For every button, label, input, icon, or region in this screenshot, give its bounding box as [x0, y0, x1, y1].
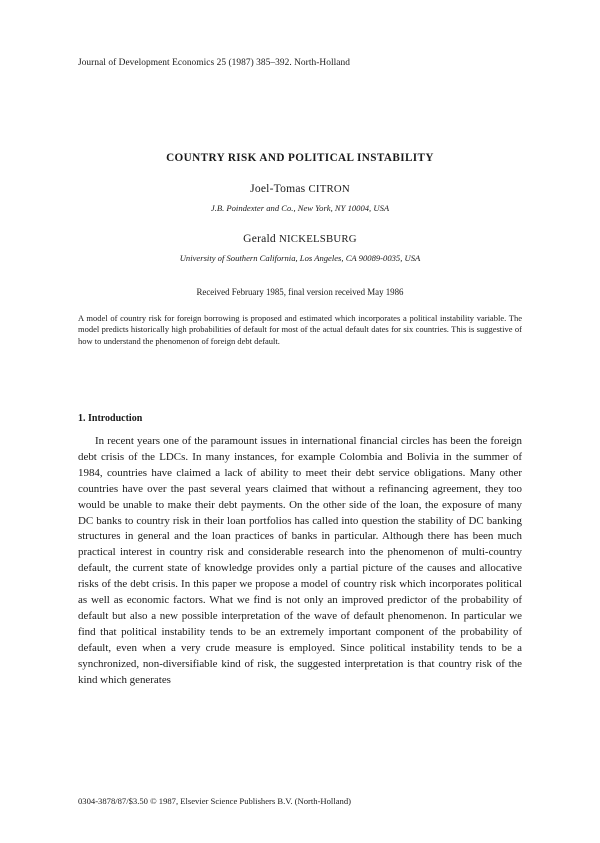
body-paragraph: In recent years one of the paramount issues in international financial circles has been the foreign debt crisis of the LDCs. In many instances, for example Colombia and Bolivia in the summer of 1984, countries have claimed a lack of ability to meet their debt service obligations. Many other countries have over the past several years claimed that without a refinancing agreement, they too would be unable to make their debt payments. On the other side of the loan, the exposure of many DC banks to country risk in their loan portfolios has called into question the stability of DC banking structures in general and the loan practices of banks in particular. Although there has been much practical interest in country risk and considerable research into the phenomenon of multi-country default, the current state of knowledge provides only a partial picture of the causes and allocative risks of the debt crisis. In this paper we propose a model of country risk which incorporates political as well as economic factors. What we find is not only an improved predictor of the probability of default but also a new possible interpretation of the wave of default phenomenon. In particular we find that political instability tends to be an extremely important component of the probability of default, even when a very crude measure is employed. Since political instability tends to be a synchronized, non-diversifiable kind of risk, the suggested interpretation is that country risk of the kind which generates	[78, 435, 522, 686]
author-first-name: Joel-Tomas	[250, 182, 309, 195]
abstract: A model of country risk for foreign borrowing is proposed and estimated which incorporates a political instability variable. The model predicts historically high probabilities of default for most of the actual default dates for six countries. This is suggestive of how to understand the phenomenon of foreign debt default.	[78, 313, 522, 346]
section-body	[78, 434, 522, 689]
section-heading: 1. Introduction	[78, 413, 143, 424]
journal-citation: Journal of Development Economics 25 (1987) 385–392. North-Holland	[78, 58, 350, 68]
author-last-name: NICKELSBURG	[279, 233, 357, 245]
author-name	[0, 182, 600, 195]
author-name	[0, 232, 600, 245]
author-affiliation: University of Southern California, Los Angeles, CA 90089-0035, USA	[179, 253, 421, 263]
author-first-name: Gerald	[243, 232, 280, 245]
author-affiliation: J.B. Poindexter and Co., New York, NY 10004, USA	[210, 203, 390, 213]
article-title: COUNTRY RISK AND POLITICAL INSTABILITY	[166, 152, 434, 164]
received-dates: Received February 1985, final version received May 1986	[196, 287, 404, 297]
author-last-name: CITRON	[308, 183, 350, 195]
footer-copyright: 0304-3878/87/$3.50 © 1987, Elsevier Science Publishers B.V. (North-Holland)	[78, 796, 351, 806]
